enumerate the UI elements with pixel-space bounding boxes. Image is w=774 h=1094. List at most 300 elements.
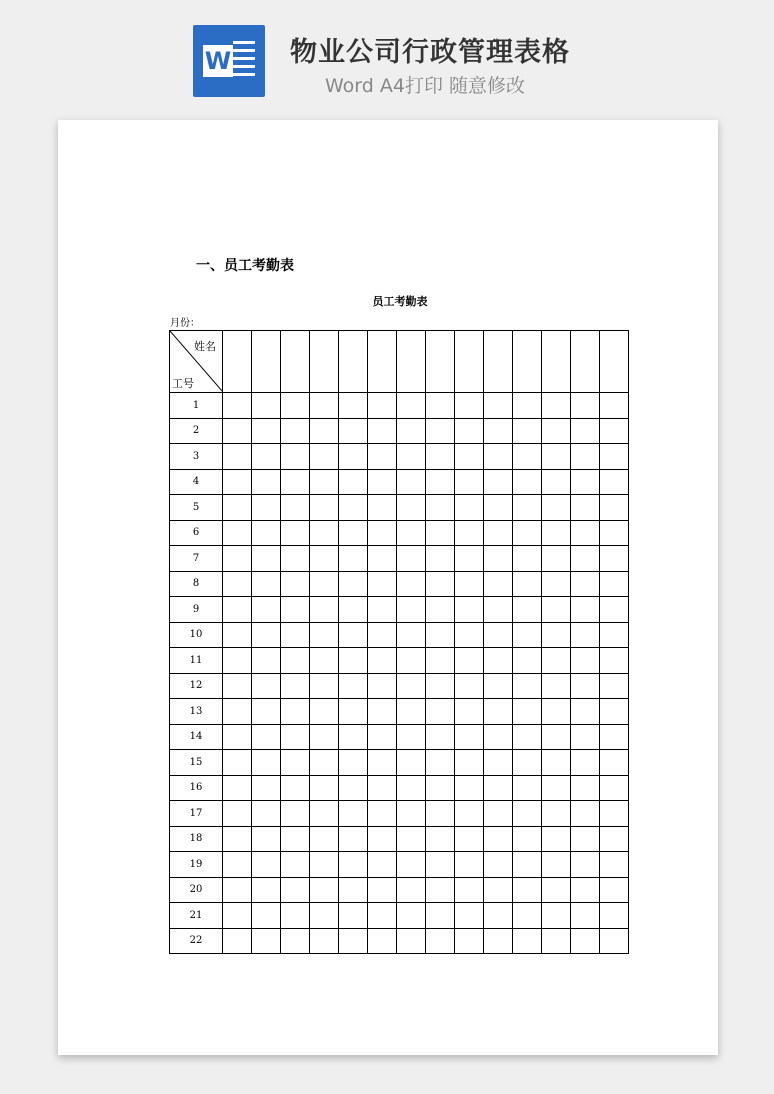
attendance-cell[interactable]: [484, 520, 513, 546]
attendance-cell[interactable]: [455, 546, 484, 572]
attendance-cell[interactable]: [426, 699, 455, 725]
attendance-cell[interactable]: [339, 673, 368, 699]
attendance-cell[interactable]: [339, 750, 368, 776]
attendance-cell[interactable]: [600, 750, 629, 776]
attendance-cell[interactable]: [571, 673, 600, 699]
attendance-cell[interactable]: [252, 750, 281, 776]
attendance-cell[interactable]: [484, 750, 513, 776]
name-header-cell[interactable]: [571, 331, 600, 393]
attendance-cell[interactable]: [600, 495, 629, 521]
attendance-cell[interactable]: [542, 673, 571, 699]
attendance-cell[interactable]: [397, 801, 426, 827]
attendance-cell[interactable]: [513, 673, 542, 699]
attendance-cell[interactable]: [600, 444, 629, 470]
attendance-cell[interactable]: [484, 571, 513, 597]
attendance-cell[interactable]: [455, 750, 484, 776]
attendance-cell[interactable]: [281, 495, 310, 521]
attendance-cell[interactable]: [600, 852, 629, 878]
name-header-cell[interactable]: [339, 331, 368, 393]
attendance-cell[interactable]: [426, 393, 455, 419]
attendance-cell[interactable]: [368, 826, 397, 852]
attendance-cell[interactable]: [310, 877, 339, 903]
attendance-cell[interactable]: [542, 648, 571, 674]
attendance-cell[interactable]: [455, 520, 484, 546]
attendance-cell[interactable]: [600, 520, 629, 546]
attendance-cell[interactable]: [455, 903, 484, 929]
attendance-cell[interactable]: [484, 903, 513, 929]
attendance-cell[interactable]: [368, 597, 397, 623]
attendance-cell[interactable]: [397, 928, 426, 954]
attendance-cell[interactable]: [542, 877, 571, 903]
attendance-cell[interactable]: [484, 852, 513, 878]
attendance-cell[interactable]: [484, 495, 513, 521]
attendance-cell[interactable]: [455, 622, 484, 648]
attendance-cell[interactable]: [426, 750, 455, 776]
attendance-cell[interactable]: [426, 469, 455, 495]
attendance-cell[interactable]: [455, 469, 484, 495]
attendance-cell[interactable]: [484, 877, 513, 903]
attendance-cell[interactable]: [281, 903, 310, 929]
attendance-cell[interactable]: [310, 750, 339, 776]
attendance-cell[interactable]: [281, 699, 310, 725]
attendance-cell[interactable]: [542, 750, 571, 776]
attendance-cell[interactable]: [397, 469, 426, 495]
attendance-cell[interactable]: [397, 699, 426, 725]
attendance-cell[interactable]: [397, 877, 426, 903]
attendance-cell[interactable]: [281, 801, 310, 827]
attendance-cell[interactable]: [281, 724, 310, 750]
attendance-cell[interactable]: [571, 724, 600, 750]
attendance-cell[interactable]: [542, 495, 571, 521]
attendance-cell[interactable]: [397, 648, 426, 674]
attendance-cell[interactable]: [426, 852, 455, 878]
attendance-cell[interactable]: [571, 444, 600, 470]
attendance-cell[interactable]: [600, 826, 629, 852]
attendance-cell[interactable]: [600, 393, 629, 419]
attendance-cell[interactable]: [368, 495, 397, 521]
attendance-cell[interactable]: [310, 903, 339, 929]
attendance-cell[interactable]: [513, 699, 542, 725]
attendance-cell[interactable]: [281, 826, 310, 852]
attendance-cell[interactable]: [426, 826, 455, 852]
attendance-cell[interactable]: [252, 877, 281, 903]
attendance-cell[interactable]: [368, 699, 397, 725]
attendance-cell[interactable]: [252, 444, 281, 470]
attendance-cell[interactable]: [252, 903, 281, 929]
attendance-cell[interactable]: [513, 444, 542, 470]
attendance-cell[interactable]: [397, 826, 426, 852]
attendance-cell[interactable]: [513, 571, 542, 597]
attendance-cell[interactable]: [600, 699, 629, 725]
attendance-cell[interactable]: [281, 648, 310, 674]
attendance-cell[interactable]: [223, 597, 252, 623]
attendance-cell[interactable]: [542, 928, 571, 954]
attendance-cell[interactable]: [368, 520, 397, 546]
attendance-cell[interactable]: [339, 852, 368, 878]
attendance-cell[interactable]: [600, 673, 629, 699]
attendance-cell[interactable]: [252, 673, 281, 699]
attendance-cell[interactable]: [484, 444, 513, 470]
attendance-cell[interactable]: [426, 622, 455, 648]
attendance-cell[interactable]: [455, 597, 484, 623]
attendance-cell[interactable]: [542, 801, 571, 827]
attendance-cell[interactable]: [310, 546, 339, 572]
attendance-cell[interactable]: [484, 393, 513, 419]
attendance-cell[interactable]: [281, 418, 310, 444]
attendance-cell[interactable]: [542, 903, 571, 929]
attendance-cell[interactable]: [513, 750, 542, 776]
attendance-cell[interactable]: [368, 673, 397, 699]
attendance-cell[interactable]: [397, 393, 426, 419]
attendance-cell[interactable]: [426, 903, 455, 929]
attendance-cell[interactable]: [571, 648, 600, 674]
attendance-cell[interactable]: [310, 444, 339, 470]
attendance-cell[interactable]: [484, 775, 513, 801]
attendance-cell[interactable]: [542, 852, 571, 878]
attendance-cell[interactable]: [571, 520, 600, 546]
attendance-cell[interactable]: [310, 852, 339, 878]
attendance-cell[interactable]: [484, 826, 513, 852]
attendance-cell[interactable]: [310, 571, 339, 597]
attendance-cell[interactable]: [252, 826, 281, 852]
attendance-cell[interactable]: [368, 877, 397, 903]
attendance-cell[interactable]: [339, 520, 368, 546]
attendance-cell[interactable]: [252, 495, 281, 521]
attendance-cell[interactable]: [368, 444, 397, 470]
attendance-cell[interactable]: [455, 775, 484, 801]
attendance-cell[interactable]: [223, 622, 252, 648]
attendance-cell[interactable]: [571, 826, 600, 852]
attendance-cell[interactable]: [542, 546, 571, 572]
attendance-cell[interactable]: [339, 571, 368, 597]
attendance-cell[interactable]: [455, 928, 484, 954]
attendance-cell[interactable]: [513, 852, 542, 878]
attendance-cell[interactable]: [513, 903, 542, 929]
attendance-cell[interactable]: [542, 520, 571, 546]
attendance-cell[interactable]: [426, 418, 455, 444]
attendance-cell[interactable]: [223, 877, 252, 903]
attendance-cell[interactable]: [542, 622, 571, 648]
attendance-cell[interactable]: [368, 775, 397, 801]
name-header-cell[interactable]: [513, 331, 542, 393]
attendance-cell[interactable]: [368, 903, 397, 929]
attendance-cell[interactable]: [310, 622, 339, 648]
attendance-cell[interactable]: [397, 852, 426, 878]
attendance-cell[interactable]: [397, 724, 426, 750]
attendance-cell[interactable]: [223, 852, 252, 878]
name-header-cell[interactable]: [600, 331, 629, 393]
attendance-cell[interactable]: [223, 520, 252, 546]
attendance-cell[interactable]: [281, 571, 310, 597]
name-header-cell[interactable]: [281, 331, 310, 393]
attendance-cell[interactable]: [223, 393, 252, 419]
attendance-cell[interactable]: [513, 495, 542, 521]
attendance-cell[interactable]: [542, 826, 571, 852]
attendance-cell[interactable]: [310, 801, 339, 827]
attendance-cell[interactable]: [368, 801, 397, 827]
attendance-cell[interactable]: [484, 928, 513, 954]
attendance-cell[interactable]: [397, 673, 426, 699]
attendance-cell[interactable]: [223, 750, 252, 776]
attendance-cell[interactable]: [223, 673, 252, 699]
attendance-cell[interactable]: [339, 546, 368, 572]
attendance-cell[interactable]: [339, 393, 368, 419]
attendance-cell[interactable]: [397, 546, 426, 572]
attendance-cell[interactable]: [571, 801, 600, 827]
attendance-cell[interactable]: [310, 495, 339, 521]
attendance-cell[interactable]: [426, 495, 455, 521]
attendance-cell[interactable]: [571, 775, 600, 801]
attendance-cell[interactable]: [571, 495, 600, 521]
attendance-cell[interactable]: [223, 801, 252, 827]
attendance-cell[interactable]: [223, 724, 252, 750]
attendance-cell[interactable]: [281, 928, 310, 954]
attendance-cell[interactable]: [455, 877, 484, 903]
attendance-cell[interactable]: [484, 699, 513, 725]
attendance-cell[interactable]: [484, 724, 513, 750]
attendance-cell[interactable]: [310, 418, 339, 444]
attendance-cell[interactable]: [513, 826, 542, 852]
attendance-cell[interactable]: [281, 877, 310, 903]
attendance-cell[interactable]: [281, 673, 310, 699]
name-header-cell[interactable]: [397, 331, 426, 393]
attendance-cell[interactable]: [484, 648, 513, 674]
attendance-cell[interactable]: [310, 393, 339, 419]
attendance-cell[interactable]: [426, 877, 455, 903]
attendance-cell[interactable]: [281, 775, 310, 801]
attendance-cell[interactable]: [513, 648, 542, 674]
attendance-cell[interactable]: [223, 699, 252, 725]
attendance-cell[interactable]: [252, 469, 281, 495]
name-header-cell[interactable]: [542, 331, 571, 393]
attendance-cell[interactable]: [339, 418, 368, 444]
attendance-cell[interactable]: [455, 852, 484, 878]
attendance-cell[interactable]: [339, 469, 368, 495]
attendance-cell[interactable]: [571, 469, 600, 495]
attendance-cell[interactable]: [455, 444, 484, 470]
attendance-cell[interactable]: [600, 597, 629, 623]
attendance-cell[interactable]: [281, 444, 310, 470]
attendance-cell[interactable]: [484, 597, 513, 623]
attendance-cell[interactable]: [223, 546, 252, 572]
attendance-cell[interactable]: [339, 597, 368, 623]
attendance-cell[interactable]: [223, 571, 252, 597]
attendance-cell[interactable]: [339, 775, 368, 801]
attendance-cell[interactable]: [571, 877, 600, 903]
attendance-cell[interactable]: [252, 393, 281, 419]
attendance-cell[interactable]: [339, 903, 368, 929]
attendance-cell[interactable]: [542, 469, 571, 495]
attendance-cell[interactable]: [484, 622, 513, 648]
attendance-cell[interactable]: [571, 622, 600, 648]
attendance-cell[interactable]: [484, 469, 513, 495]
attendance-cell[interactable]: [252, 418, 281, 444]
attendance-cell[interactable]: [571, 393, 600, 419]
attendance-cell[interactable]: [455, 648, 484, 674]
attendance-cell[interactable]: [484, 418, 513, 444]
attendance-cell[interactable]: [339, 699, 368, 725]
attendance-cell[interactable]: [600, 928, 629, 954]
attendance-cell[interactable]: [252, 699, 281, 725]
attendance-cell[interactable]: [571, 546, 600, 572]
attendance-cell[interactable]: [513, 724, 542, 750]
name-header-cell[interactable]: [484, 331, 513, 393]
name-header-cell[interactable]: [310, 331, 339, 393]
attendance-cell[interactable]: [600, 648, 629, 674]
attendance-cell[interactable]: [281, 546, 310, 572]
attendance-cell[interactable]: [513, 928, 542, 954]
attendance-cell[interactable]: [542, 699, 571, 725]
attendance-cell[interactable]: [368, 622, 397, 648]
attendance-cell[interactable]: [397, 903, 426, 929]
attendance-cell[interactable]: [542, 597, 571, 623]
attendance-cell[interactable]: [339, 724, 368, 750]
name-header-cell[interactable]: [368, 331, 397, 393]
attendance-cell[interactable]: [600, 775, 629, 801]
attendance-cell[interactable]: [310, 724, 339, 750]
attendance-cell[interactable]: [455, 699, 484, 725]
attendance-cell[interactable]: [426, 648, 455, 674]
attendance-cell[interactable]: [455, 393, 484, 419]
attendance-cell[interactable]: [368, 393, 397, 419]
attendance-cell[interactable]: [397, 444, 426, 470]
attendance-cell[interactable]: [368, 418, 397, 444]
attendance-cell[interactable]: [513, 418, 542, 444]
attendance-cell[interactable]: [223, 418, 252, 444]
attendance-cell[interactable]: [455, 495, 484, 521]
attendance-cell[interactable]: [455, 571, 484, 597]
attendance-cell[interactable]: [310, 699, 339, 725]
attendance-cell[interactable]: [223, 444, 252, 470]
attendance-cell[interactable]: [513, 775, 542, 801]
attendance-cell[interactable]: [223, 928, 252, 954]
attendance-cell[interactable]: [397, 622, 426, 648]
attendance-cell[interactable]: [600, 877, 629, 903]
attendance-cell[interactable]: [339, 622, 368, 648]
attendance-cell[interactable]: [281, 750, 310, 776]
attendance-cell[interactable]: [513, 393, 542, 419]
attendance-cell[interactable]: [513, 622, 542, 648]
attendance-cell[interactable]: [571, 571, 600, 597]
attendance-cell[interactable]: [252, 597, 281, 623]
attendance-cell[interactable]: [339, 444, 368, 470]
attendance-cell[interactable]: [310, 469, 339, 495]
attendance-cell[interactable]: [426, 775, 455, 801]
attendance-cell[interactable]: [426, 520, 455, 546]
attendance-cell[interactable]: [397, 495, 426, 521]
attendance-cell[interactable]: [310, 775, 339, 801]
attendance-cell[interactable]: [223, 648, 252, 674]
attendance-cell[interactable]: [368, 928, 397, 954]
attendance-cell[interactable]: [513, 801, 542, 827]
attendance-cell[interactable]: [252, 928, 281, 954]
attendance-cell[interactable]: [600, 903, 629, 929]
attendance-cell[interactable]: [513, 597, 542, 623]
attendance-cell[interactable]: [542, 393, 571, 419]
attendance-cell[interactable]: [397, 750, 426, 776]
attendance-cell[interactable]: [368, 750, 397, 776]
attendance-cell[interactable]: [571, 418, 600, 444]
attendance-cell[interactable]: [513, 469, 542, 495]
attendance-cell[interactable]: [281, 597, 310, 623]
attendance-cell[interactable]: [368, 648, 397, 674]
attendance-cell[interactable]: [397, 597, 426, 623]
attendance-cell[interactable]: [252, 801, 281, 827]
attendance-cell[interactable]: [281, 520, 310, 546]
attendance-cell[interactable]: [542, 444, 571, 470]
attendance-cell[interactable]: [455, 673, 484, 699]
attendance-cell[interactable]: [310, 673, 339, 699]
attendance-cell[interactable]: [455, 418, 484, 444]
attendance-cell[interactable]: [571, 699, 600, 725]
attendance-cell[interactable]: [513, 546, 542, 572]
attendance-cell[interactable]: [339, 801, 368, 827]
attendance-cell[interactable]: [571, 852, 600, 878]
attendance-cell[interactable]: [484, 801, 513, 827]
attendance-cell[interactable]: [513, 877, 542, 903]
attendance-cell[interactable]: [223, 495, 252, 521]
attendance-cell[interactable]: [571, 597, 600, 623]
attendance-cell[interactable]: [281, 622, 310, 648]
attendance-cell[interactable]: [600, 546, 629, 572]
attendance-cell[interactable]: [252, 520, 281, 546]
attendance-cell[interactable]: [542, 418, 571, 444]
attendance-cell[interactable]: [600, 622, 629, 648]
attendance-cell[interactable]: [484, 546, 513, 572]
attendance-cell[interactable]: [252, 852, 281, 878]
attendance-cell[interactable]: [397, 571, 426, 597]
attendance-cell[interactable]: [310, 928, 339, 954]
attendance-cell[interactable]: [426, 928, 455, 954]
attendance-cell[interactable]: [339, 495, 368, 521]
attendance-cell[interactable]: [426, 444, 455, 470]
attendance-cell[interactable]: [368, 469, 397, 495]
attendance-cell[interactable]: [600, 418, 629, 444]
name-header-cell[interactable]: [252, 331, 281, 393]
attendance-cell[interactable]: [339, 928, 368, 954]
attendance-cell[interactable]: [571, 903, 600, 929]
attendance-cell[interactable]: [252, 546, 281, 572]
attendance-cell[interactable]: [426, 546, 455, 572]
attendance-cell[interactable]: [455, 724, 484, 750]
attendance-cell[interactable]: [368, 546, 397, 572]
attendance-cell[interactable]: [339, 648, 368, 674]
name-header-cell[interactable]: [426, 331, 455, 393]
attendance-cell[interactable]: [252, 571, 281, 597]
attendance-cell[interactable]: [397, 520, 426, 546]
name-header-cell[interactable]: [455, 331, 484, 393]
attendance-cell[interactable]: [542, 775, 571, 801]
attendance-cell[interactable]: [252, 775, 281, 801]
attendance-cell[interactable]: [281, 469, 310, 495]
attendance-cell[interactable]: [426, 801, 455, 827]
name-header-cell[interactable]: [223, 331, 252, 393]
attendance-cell[interactable]: [426, 724, 455, 750]
attendance-cell[interactable]: [339, 877, 368, 903]
attendance-cell[interactable]: [281, 852, 310, 878]
attendance-cell[interactable]: [600, 724, 629, 750]
attendance-cell[interactable]: [339, 826, 368, 852]
attendance-cell[interactable]: [223, 469, 252, 495]
attendance-cell[interactable]: [223, 775, 252, 801]
attendance-cell[interactable]: [600, 801, 629, 827]
attendance-cell[interactable]: [310, 520, 339, 546]
attendance-cell[interactable]: [426, 571, 455, 597]
attendance-cell[interactable]: [368, 571, 397, 597]
attendance-cell[interactable]: [310, 826, 339, 852]
attendance-cell[interactable]: [397, 418, 426, 444]
attendance-cell[interactable]: [542, 724, 571, 750]
